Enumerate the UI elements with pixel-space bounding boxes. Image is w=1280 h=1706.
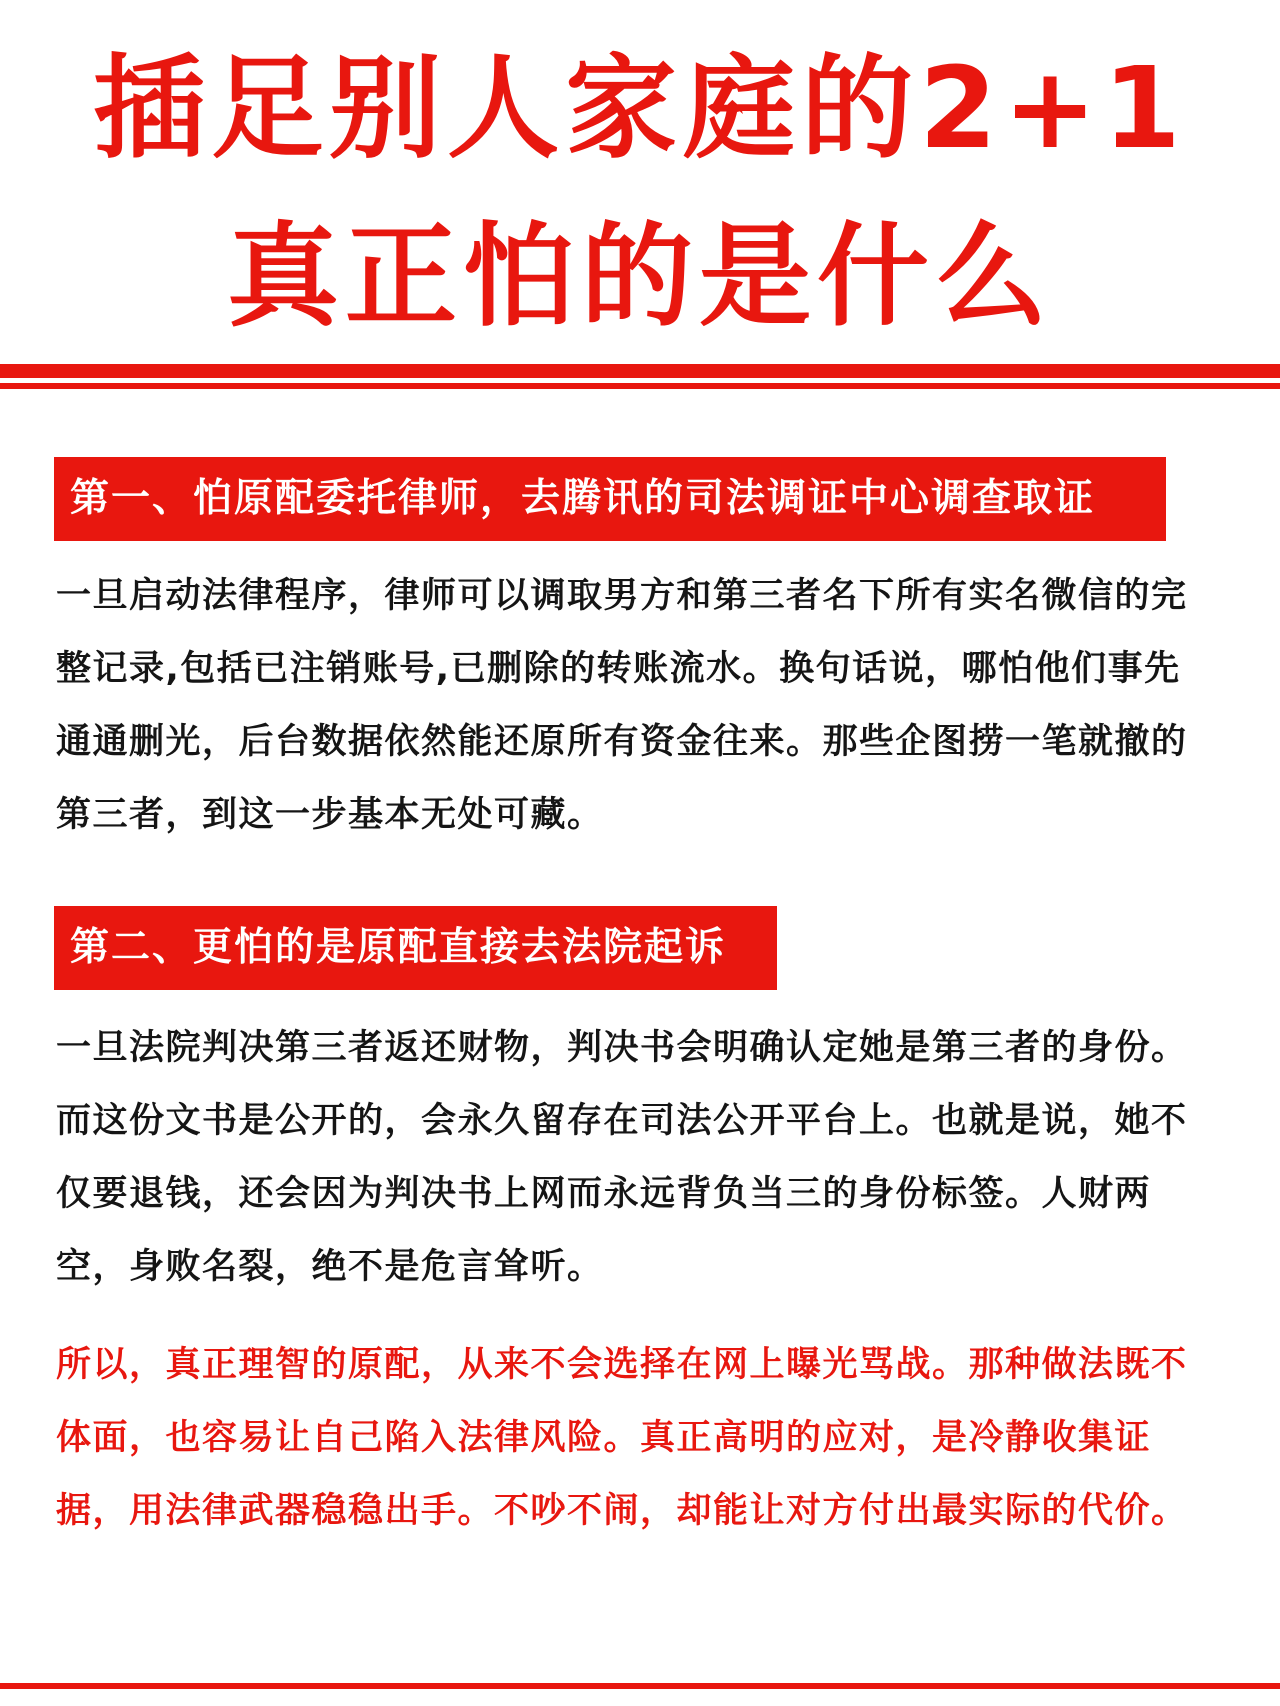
section-2-body	[56, 1012, 1236, 1304]
body-line: 一旦启动法律程序，律师可以调取男方和第三者名下所有实名微信的完	[56, 576, 1188, 616]
body-line: 第三者，到这一步基本无处可藏。	[56, 795, 604, 835]
conclusion-line: 体面，也容易让自己陷入法律风险。真正高明的应对，是冷静收集证	[56, 1418, 1152, 1458]
conclusion-body	[56, 1329, 1236, 1548]
body-line: 整记录,包括已注销账号,已删除的转账流水。换句话说，哪怕他们事先	[56, 649, 1181, 689]
body-line: 通通删光，后台数据依然能还原所有资金往来。那些企图捞一笔就撤的	[56, 722, 1188, 762]
section-1-heading: 第一、怕原配委托律师，去腾讯的司法调证中心调查取证	[54, 457, 1166, 541]
body-line: 一旦法院判决第三者返还财物，判决书会明确认定她是第三者的身份。	[56, 1028, 1188, 1068]
conclusion-line: 据，用法律武器稳稳出手。不吵不闹，却能让对方付出最实际的代价。	[56, 1491, 1188, 1531]
divider-bottom	[0, 1683, 1280, 1689]
title-line-1: 插足别人家庭的2+1	[93, 44, 1187, 174]
divider-thick	[0, 364, 1280, 378]
conclusion-line: 所以，真正理智的原配，从来不会选择在网上曝光骂战。那种做法既不	[56, 1345, 1188, 1385]
body-line: 空，身败名裂，绝不是危言耸听。	[56, 1247, 604, 1287]
divider-thin	[0, 383, 1280, 389]
section-2-heading: 第二、更怕的是原配直接去法院起诉	[54, 906, 777, 990]
title-line-2: 真正怕的是什么	[227, 212, 1053, 342]
section-1-body	[56, 560, 1236, 852]
body-line: 而这份文书是公开的，会永久留存在司法公开平台上。也就是说，她不	[56, 1101, 1188, 1141]
body-line: 仅要退钱，还会因为判决书上网而永远背负当三的身份标签。人财两	[56, 1174, 1152, 1214]
